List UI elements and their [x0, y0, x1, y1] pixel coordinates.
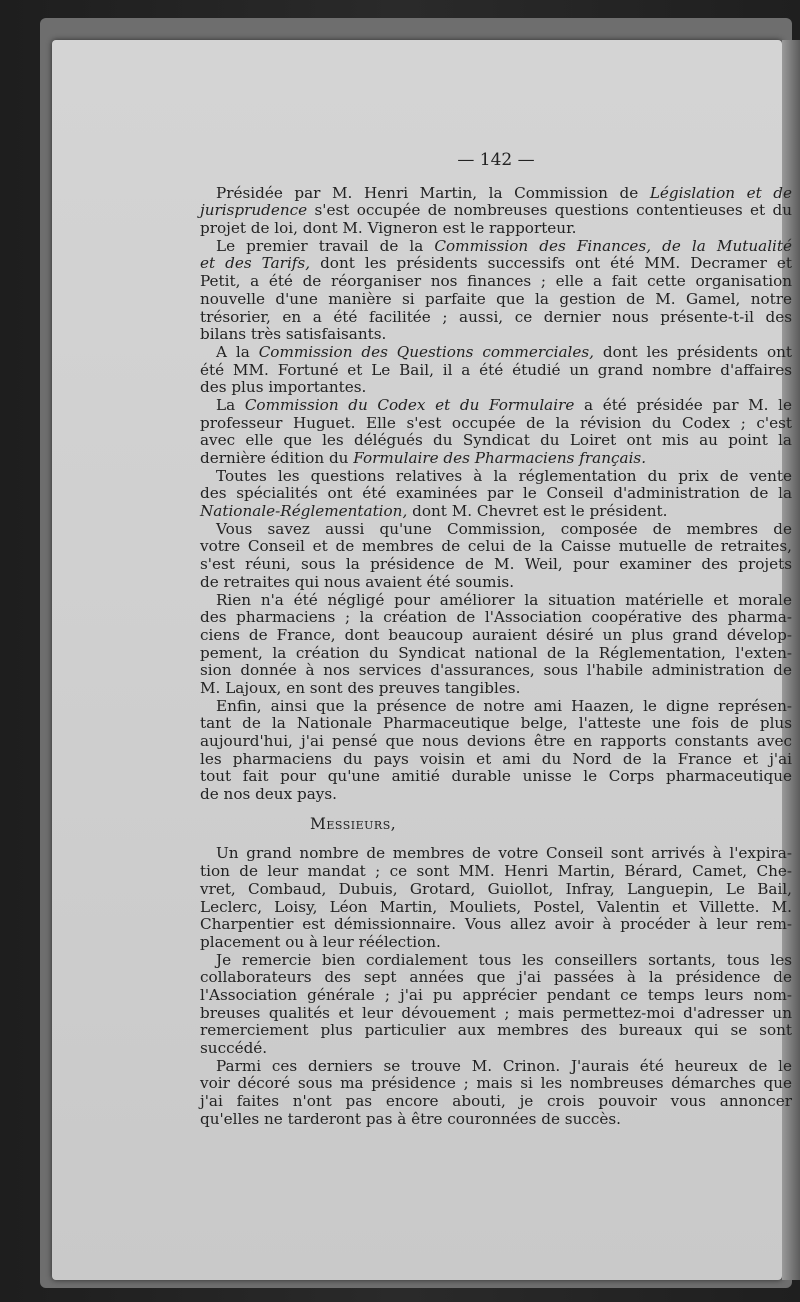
section-heading: Messieurs, [310, 814, 397, 833]
line-text: qu'elles ne tarderont pas à être couronnées de succès. [200, 1109, 622, 1128]
line-text: s'est réuni, sous la présidence de M. Weil, pour examiner des projets [200, 555, 792, 574]
text-line [200, 899, 792, 917]
text-line [200, 1005, 792, 1023]
line-text: ciens de France, dont beaucoup auraient désiré un plus grand dévelop- [200, 625, 792, 644]
line-text: j'ai faites n'ont pas encore abouti, je crois pouvoir vous annoncer [200, 1092, 792, 1111]
text-line [200, 881, 792, 899]
line-text: trésorier, en a été facilitée ; aussi, ce dernier nous présente-t-il des [200, 307, 792, 326]
italic-text: jurisprudence [200, 201, 308, 220]
text-line [200, 645, 792, 663]
text-line [200, 238, 792, 256]
line-text: votre Conseil et de membres de celui de la Caisse mutuelle de retraites, [200, 537, 792, 556]
text-line [200, 344, 792, 362]
text-line [200, 1058, 792, 1076]
text-line [200, 202, 792, 220]
italic-text: Législation et de [649, 183, 793, 202]
line-text: La [216, 395, 245, 414]
line-text: collaborateurs des sept années que j'ai passées à la présidence de [200, 968, 792, 987]
line-text: Présidée par M. Henri Martin, la Commission de [216, 183, 650, 202]
line-text: avec elle que les délégués du Syndicat du Loiret ont mis au point la [200, 431, 792, 450]
line-text: succédé. [200, 1039, 268, 1058]
text-line [200, 432, 792, 450]
text-line [200, 1022, 792, 1040]
text-line [200, 916, 792, 934]
italic-text: Formulaire des Pharmaciens français. [353, 449, 647, 468]
line-text: dont M. Chevret est le président. [407, 502, 668, 521]
line-text: A la [216, 342, 259, 361]
line-text: été MM. Fortuné et Le Bail, il a été étudié un grand nombre d'affaires [200, 360, 792, 379]
text-line [200, 969, 792, 987]
text-line [200, 468, 792, 486]
line-text: dont les présidents successifs ont été MM. Decramer et [310, 254, 792, 273]
text-line [200, 786, 792, 804]
text-line [200, 680, 792, 698]
line-text: Un grand nombre de membres de votre Conseil sont arrivés à l'expira- [216, 844, 792, 863]
line-text: l'Association générale ; j'ai pu apprécier pendant ce temps leurs nom- [200, 985, 792, 1004]
text-line [200, 291, 792, 309]
text-line [200, 1093, 792, 1111]
line-text: Le premier travail de la [216, 236, 435, 255]
line-text: sion donnée à nos services d'assurances, sous l'habile administration de [200, 661, 792, 680]
page-number: — 142 — [457, 150, 535, 170]
text-line [200, 934, 792, 952]
text-line [200, 715, 792, 733]
text-line [200, 450, 792, 468]
italic-text: Nationale-Réglementation, [200, 502, 408, 521]
line-text: Enfin, ainsi que la présence de notre ami Haazen, le digne représen- [216, 696, 792, 715]
paragraphs-part-1 [200, 185, 792, 804]
line-text: tout fait pour qu'une amitié durable unisse le Corps pharmaceutique [200, 767, 792, 786]
line-text: des spécialités ont été examinées par le Conseil d'administration de la [200, 484, 792, 503]
text-line [200, 185, 792, 203]
italic-text: Commission des Finances, de la Mutualité [434, 236, 792, 255]
text-line [200, 609, 792, 627]
text-line [200, 415, 792, 433]
italic-text: Commission des Questions commerciales, [258, 342, 594, 361]
text-line [200, 1111, 792, 1129]
italic-text: Commission du Codex et du Formulaire [244, 395, 575, 414]
line-text: pement, la création du Syndicat national de la Réglementation, l'exten- [200, 643, 792, 662]
line-text: des plus importantes. [200, 378, 367, 397]
line-text: de nos deux pays. [200, 785, 337, 804]
text-line [200, 521, 792, 539]
text-block [200, 152, 792, 1128]
text-line [200, 768, 792, 786]
text-line [200, 1075, 792, 1093]
line-text: tant de la Nationale Pharmaceutique belge, l'atteste une fois de plus [200, 714, 792, 733]
text-line [200, 255, 792, 273]
line-text: remerciement plus particulier aux membres des bureaux qui se sont [200, 1021, 792, 1040]
line-text: les pharmaciens du pays voisin et ami du Nord de la France et j'ai [200, 749, 792, 768]
line-text: M. Lajoux, en sont des preuves tangibles. [200, 678, 521, 697]
text-line [200, 952, 792, 970]
text-line [200, 538, 792, 556]
line-text: projet de loi, dont M. Vigneron est le rapporteur. [200, 219, 577, 238]
text-line [200, 574, 792, 592]
text-line [200, 987, 792, 1005]
line-text: voir décoré sous ma présidence ; mais si les nombreuses démarches que [200, 1074, 792, 1093]
text-line [200, 397, 792, 415]
text-line [200, 1040, 792, 1058]
text-line [200, 362, 792, 380]
line-text: Leclerc, Loisy, Léon Martin, Mouliets, Postel, Valentin et Villette. M. [200, 897, 792, 916]
line-text: Vous savez aussi qu'une Commission, composée de membres de [216, 519, 792, 538]
line-text: des pharmaciens ; la création de l'Association coopérative des pharma- [200, 608, 792, 627]
line-text: vret, Combaud, Dubuis, Grotard, Guiollot, Infray, Languepin, Le Bail, [200, 879, 792, 898]
line-text: dont les présidents ont [593, 342, 792, 361]
line-text: bilans très satisfaisants. [200, 325, 387, 344]
line-text: Toutes les questions relatives à la réglementation du prix de vente [216, 466, 792, 485]
text-line [200, 592, 792, 610]
text-line [200, 220, 792, 238]
text-line [200, 698, 792, 716]
text-line [200, 863, 792, 881]
text-line [200, 379, 792, 397]
line-text: breuses qualités et leur dévouement ; mais permettez-moi d'adresser un [200, 1003, 792, 1022]
line-text: Je remercie bien cordialement tous les conseillers sortants, tous les [216, 950, 792, 969]
line-text: placement ou à leur réélection. [200, 932, 441, 951]
paragraphs-part-2 [200, 845, 792, 1128]
text-line [200, 662, 792, 680]
text-line [200, 503, 792, 521]
line-text: dernière édition du [200, 449, 354, 468]
text-line [200, 273, 792, 291]
line-text: professeur Huguet. Elle s'est occupée de la révision du Codex ; c'est [200, 413, 792, 432]
text-line [200, 309, 792, 327]
line-text: a été présidée par M. le [574, 395, 792, 414]
line-text: Petit, a été de réorganiser nos finances ; elle a fait cette organisation [200, 272, 792, 291]
text-line [200, 751, 792, 769]
text-line [200, 326, 792, 344]
text-line [200, 733, 792, 751]
line-text: Rien n'a été négligé pour améliorer la situation matérielle et morale [216, 590, 792, 609]
line-text: de retraites qui nous avaient été soumis. [200, 572, 515, 591]
italic-text: et des Tarifs, [200, 254, 311, 273]
line-text: tion de leur mandat ; ce sont MM. Henri Martin, Bérard, Camet, Che- [200, 862, 792, 881]
line-text: Parmi ces derniers se trouve M. Crinon. J'aurais été heureux de le [216, 1056, 792, 1075]
text-line [200, 485, 792, 503]
text-line [200, 556, 792, 574]
line-text: s'est occupée de nombreuses questions contentieuses et du [307, 201, 792, 220]
line-text: aujourd'hui, j'ai pensé que nous devions être en rapports constants avec [200, 732, 792, 751]
line-text: nouvelle d'une manière si parfaite que la gestion de M. Gamel, notre [200, 289, 792, 308]
line-text: Charpentier est démissionnaire. Vous allez avoir à procéder à leur rem- [200, 915, 792, 934]
text-line [200, 627, 792, 645]
text-line [200, 845, 792, 863]
